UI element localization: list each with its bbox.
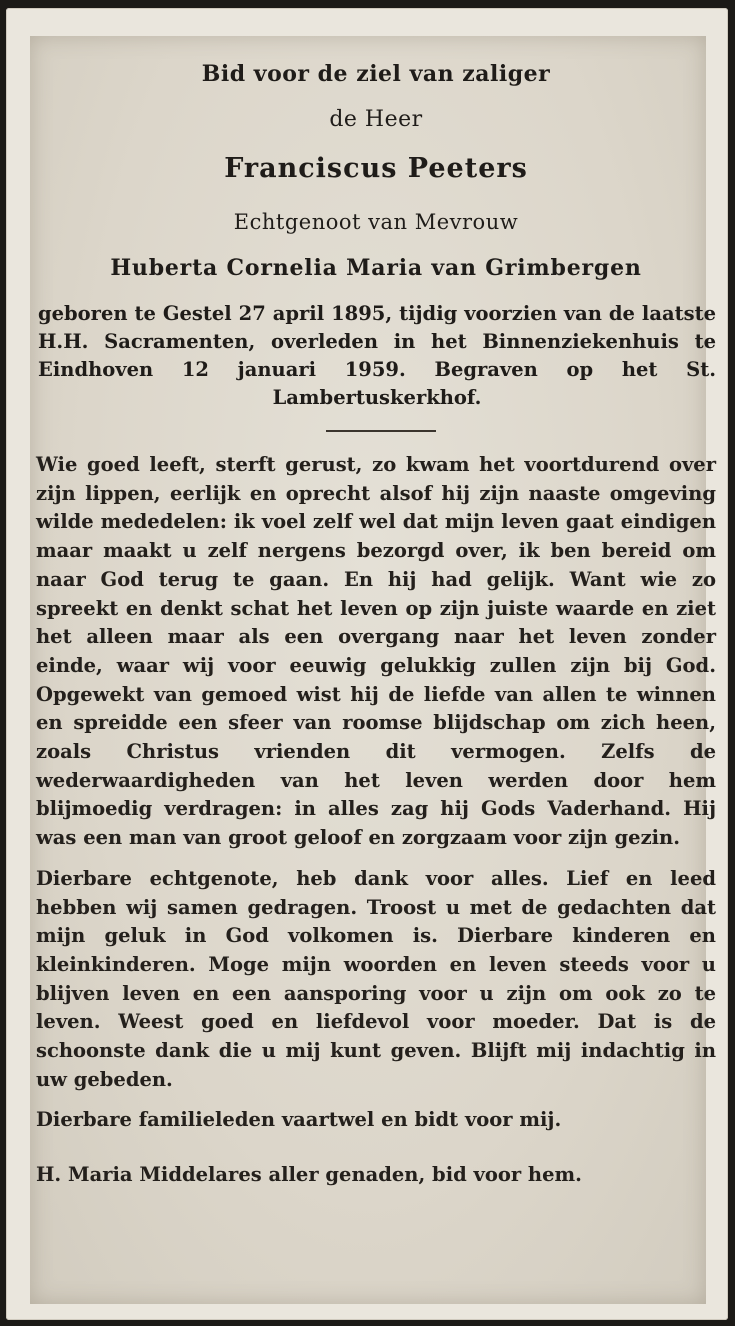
memorial-card — [6, 8, 728, 1320]
memorial-text — [36, 451, 716, 1190]
closing-prayer: H. Maria Middelares aller genaden, bid voor hem. — [36, 1163, 582, 1187]
life-facts: geboren te Gestel 27 april 1895, tijdig voorzien van de laatste H.H. Sacramenten, overleden in het Binnenziekenhuis te Eindhoven 12 januari 1959. Begraven op het St. Lambertuskerkhof. — [38, 302, 716, 409]
paragraph-family: Dierbare familieleden vaartwel en bidt voor mij. — [36, 1108, 562, 1132]
spouse-intro: Echtgenoot van Mevrouw — [233, 210, 519, 234]
paragraph-farewell: Dierbare echtgenote, heb dank voor alles. Lief en leed hebben wij samen gedragen. Troost u met de gedachten dat mijn geluk in God volkomen is. Dierbare kinderen en kleinkinderen. Moge mijn woorden en leven steeds voor u blijven leven en een aansporing voor u zijn om ook zo te leven. Weest goed en liefdevol voor moeder. Dat is de schoonste dank die u mij kunt geven. Blijft mij indachtig in uw gebeden. — [36, 866, 716, 1091]
divider — [326, 430, 436, 432]
paragraph-life: Wie goed leeft, sterft gerust, zo kwam het voortdurend over zijn lippen, eerlijk en oprecht alsof hij zijn naaste omgeving wilde mededelen: ik voel zelf wel dat mijn leven gaat eindigen maar maakt u zelf nergens bezorgd over, ik ben bereid om naar God terug te gaan. En hij had gelijk. Want wie zo spreekt en denkt schat het leven op zijn juiste waarde en ziet het alleen maar als een overgang naar het leven zonder einde, waar wij voor eeuwig gelukkig zullen zijn bij God. Opgewekt van gemoed wist hij de liefde van allen te winnen en spreidde een sfeer van roomse blijdschap om zich heen, zoals Christus vrienden dit vermogen. Zelfs de wederwaardigheden van het leven werden door hem blijmoedig verdragen: in alles zag hij Gods Vaderhand. Hij was een man van groot geloof en zorgzaam voor zijn gezin. — [36, 453, 716, 850]
spouse-name: Huberta Cornelia Maria van Grimbergen — [110, 255, 642, 281]
honorific: de Heer — [329, 107, 423, 132]
intro-line: Bid voor de ziel van zaliger — [201, 61, 551, 87]
deceased-name: Franciscus Peeters — [224, 153, 528, 184]
